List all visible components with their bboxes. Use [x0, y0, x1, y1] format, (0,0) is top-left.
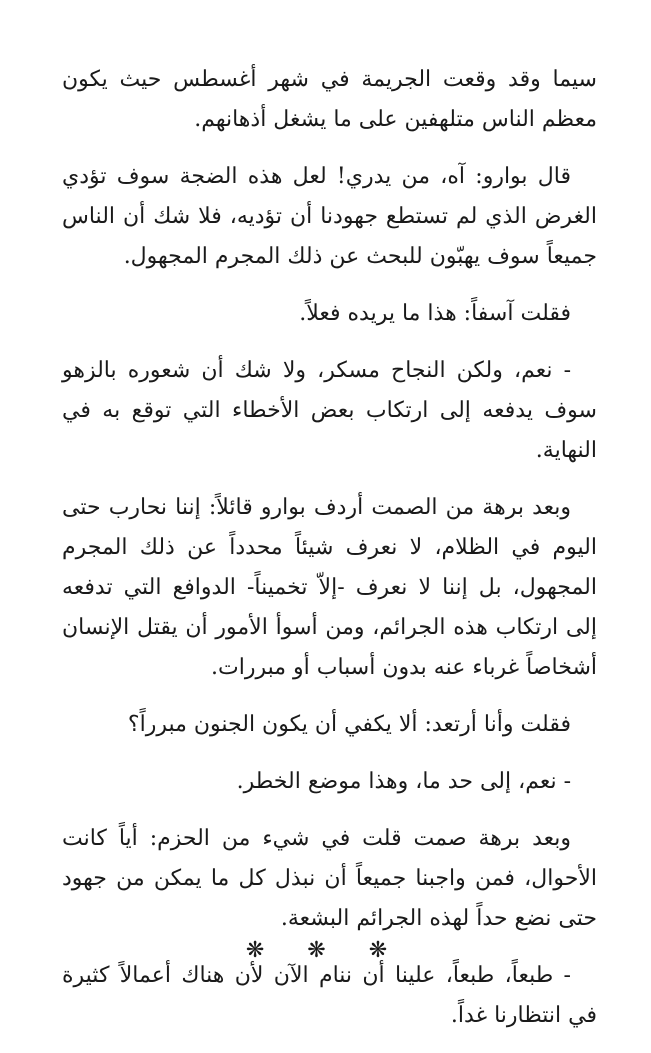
paragraph-success-intoxicating: - نعم، ولكن النجاح مسكر، ولا شك أن شعوره بالزهو سوف يدفعه إلى ارتكاب بعض الأخطاء التي توقع به في النهاية.: [62, 358, 597, 463]
paragraph-danger-point: - نعم، إلى حد ما، وهذا موضع الخطر.: [236, 769, 571, 794]
page-body: [62, 60, 597, 1053]
paragraph-firm-resolve: وبعد برهة صمت قلت في شيء من الحزم: أياً كانت الأحوال، فمن واجبنا جميعاً أن نبذل كل ما يمكن من جهود حتى نضع حداً لهذه الجرائم البشعة.: [62, 826, 597, 931]
paragraph-continuation: سيما وقد وقعت الجريمة في شهر أغسطس حيث يكون معظم الناس متلهفين على ما يشغل أذهانهم.: [62, 67, 597, 132]
paragraph-sleep-now: - طبعاً، طبعاً، علينا أن ننام الآن لأن هناك أعمالاً كثيرة في انتظارنا غداً.: [62, 963, 597, 1028]
paragraph-fighting-in-dark: وبعد برهة من الصمت أردف بوارو قائلاً: إننا نحارب حتى اليوم في الظلام، لا نعرف شيئاً محدداً عن ذلك المجرم المجهول، بل إننا لا نعرف -إلاّ تخميناً- الدوافع التي تدفعه إلى ارتكاب هذه الجرائم، ومن أسوأ الأمور أن يقتل الإنسان أشخاصاً غرباء عنه بدون أسباب أو مبررات.: [62, 495, 598, 680]
section-break-ornament: ❋ ❋ ❋: [245, 938, 406, 963]
paragraph-sorrowful-reply: فقلت آسفاً: هذا ما يريده فعلاً.: [299, 301, 571, 326]
paragraph-madness-justification: فقلت وأنا أرتعد: ألا يكفي أن يكون الجنون مبرراً؟: [127, 712, 571, 737]
paragraph-poirot-commotion: قال بوارو: آه، من يدري! لعل هذه الضجة سوف تؤدي الغرض الذي لم تستطع جهودنا أن تؤديه، فلا شك أن الناس جميعاً سوف يهبّون للبحث عن ذلك المجرم المجهول.: [62, 164, 597, 269]
